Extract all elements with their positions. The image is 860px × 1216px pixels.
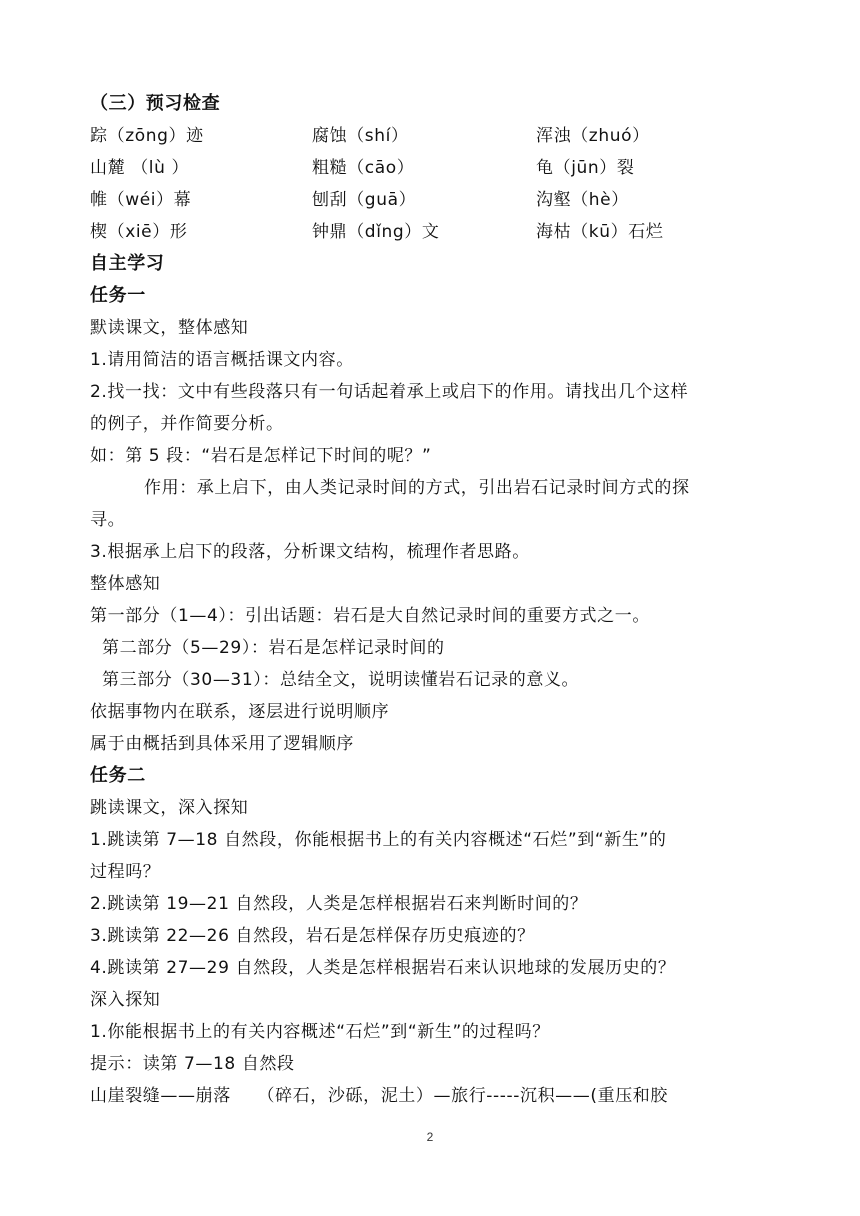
page-number: 2 [426,1130,434,1144]
vocab-row [90,216,780,248]
vocab-item: 山麓 （lù ） [90,158,190,178]
vocab-item: 龟（jūn）裂 [536,158,635,178]
deep-heading: 深入探知 [90,990,161,1010]
page-content [90,88,780,1112]
structure-part-3: 第三部分（30—31）：总结全文，说明读懂岩石记录的意义。 [102,670,580,690]
task2-intro: 跳读课文，深入探知 [90,798,249,818]
task1-question-2-line1: 2.找一找：文中有些段落只有一句话起着承上或启下的作用。请找出几个这样 [90,382,689,402]
vocab-item: 踪（zōng）迹 [90,126,204,146]
vocab-item: 腐蚀（shí） [312,126,409,146]
structure-part-2: 第二部分（5—29）：岩石是怎样记录时间的 [102,638,445,658]
task2-question-2: 2.跳读第 19—21 自然段，人类是怎样根据岩石来判断时间的？ [90,894,588,914]
structure-part-1: 第一部分（1—4）：引出话题：岩石是大自然记录时间的重要方式之一。 [90,606,650,626]
task1-question-1: 1.请用简洁的语言概括课文内容。 [90,350,354,370]
task1-effect-line1: 作用：承上启下，由人类记录时间的方式，引出岩石记录时间方式的探 [144,478,690,498]
hint-line: 提示：读第 7—18 自然段 [90,1054,295,1074]
vocab-row [90,120,780,152]
task1-example: 如：第 5 段：“岩石是怎样记下时间的呢？” [90,446,432,466]
vocab-item: 钟鼎（dǐng）文 [312,222,440,242]
task1-question-2-line2: 的例子，并作简要分析。 [90,414,284,434]
vocab-item: 刨刮（guā） [312,190,417,210]
overall-heading: 整体感知 [90,574,161,594]
task1-heading: 任务一 [90,285,146,306]
vocab-item: 海枯（kū）石烂 [536,222,664,242]
self-study-heading: 自主学习 [90,253,165,274]
task2-question-1-line1: 1.跳读第 7—18 自然段，你能根据书上的有关内容概述“石烂”到“新生”的 [90,830,667,850]
task2-heading: 任务二 [90,765,146,786]
task2-question-3: 3.跳读第 22—26 自然段，岩石是怎样保存历史痕迹的？ [90,926,535,946]
vocab-row [90,184,780,216]
preview-heading: （三）预习检查 [90,93,221,114]
vocab-item: 楔（xiē）形 [90,222,188,242]
task2-question-4: 4.跳读第 27—29 自然段，人类是怎样根据岩石来认识地球的发展历史的？ [90,958,676,978]
deep-question-1: 1.你能根据书上的有关内容概述“石烂”到“新生”的过程吗？ [90,1022,550,1042]
vocab-item: 粗糙（cāo） [312,158,415,178]
task1-question-3: 3.根据承上启下的段落，分析课文结构，梳理作者思路。 [90,542,530,562]
order-note-1: 依据事物内在联系，逐层进行说明顺序 [90,702,390,722]
vocab-item: 沟壑（hè） [536,190,629,210]
process-line: 山崖裂缝——崩落 （碎石，沙砾，泥土）—旅行-----沉积——(重压和胶 [90,1086,669,1106]
vocab-item: 帷（wéi）幕 [90,190,192,210]
vocab-row [90,152,780,184]
task1-effect-line2: 寻。 [90,510,126,530]
order-note-2: 属于由概括到具体采用了逻辑顺序 [90,734,354,754]
task1-intro: 默读课文，整体感知 [90,318,249,338]
vocab-item: 浑浊（zhuó） [536,126,650,146]
task2-question-1-line2: 过程吗？ [90,862,161,882]
